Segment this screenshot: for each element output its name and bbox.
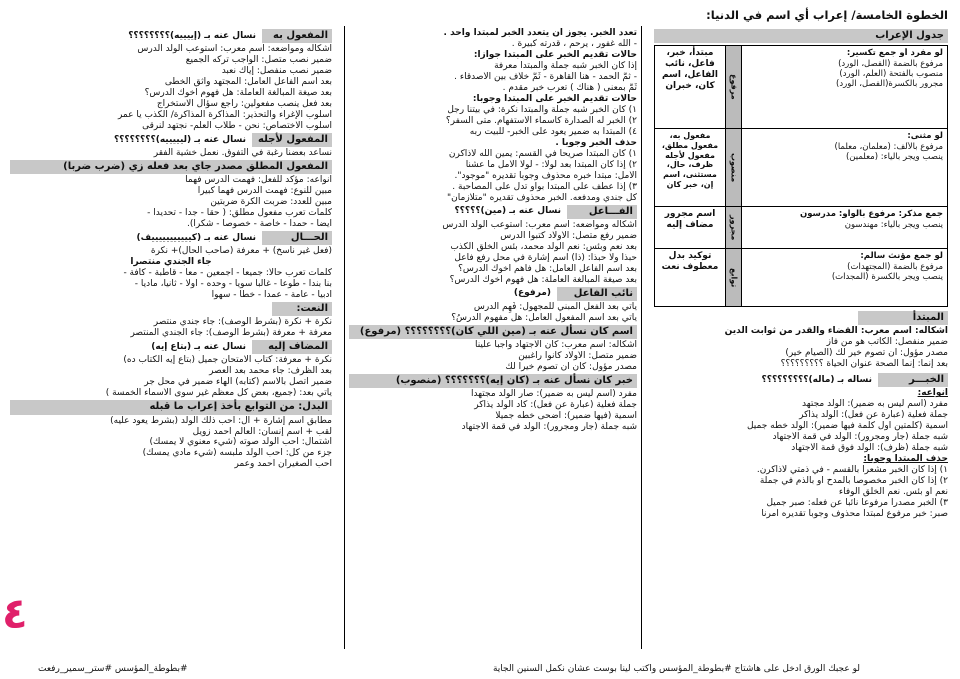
khabar-header-row — [654, 372, 948, 388]
text-line: جزء من كل: أحب الولد ملبسه (شيء مادي يمسك) — [142, 448, 332, 459]
page-title: الخطوة الخامسة/ إعراب أي اسم في الدنيا: — [706, 8, 948, 22]
hal-header-row — [10, 230, 332, 246]
table-row — [655, 248, 947, 306]
text-line: بعد اسم الفاعل العامل: المجتهد واثق الخطى — [164, 77, 332, 88]
text-line: بنا بندا - طوعا - غالبا سويا - وحده - أولا - ثانيا، ماديا - — [134, 279, 332, 290]
text-line: ضمير اتصل بالاسم (كتابه) الهاء ضمير في محل جر — [144, 377, 332, 388]
text-line: حالات تقديم الخبر على المبتدأ وجوبا: — [472, 93, 637, 104]
table-row — [655, 46, 947, 128]
kana-header: اسم كان نسأل عنه بـ (مين اللي كان)؟؟؟؟؟؟؟؟ (مرفوع) — [349, 325, 637, 339]
text-line: اشتمال: أحب الولد صوته (شيء معنوي لا يمسك) — [149, 437, 332, 448]
text-line: كلمات تعرب حالا: جميعا - أجمعين - معا - قاطبة - كافة - — [123, 268, 332, 279]
text-line: ضمير نصب متصل: الواجب تركه الجميع — [185, 55, 332, 66]
footer-hashtags: #بطوطة_المؤسس #ستر_سمير_رفعت — [38, 664, 188, 675]
naib-header-row — [349, 286, 637, 302]
text-line: نكرة + نكرة (بشرط الوصف): جاء جندي منتصر — [153, 317, 332, 328]
text-line: أسلوب الإغراء والتحذير: المذاكرة المذاكرة/ الكذب يا عمر — [117, 110, 332, 120]
table-cell-notes: لو جمع مؤنث سالم: مرفوع بالضمة (المجتهدات) ينصب ويجر بالكسرة (المجدات) — [741, 249, 947, 306]
text-line: شبه جملة (جار ومجرور): الولد في قمة الاجتهاد — [772, 432, 948, 443]
text-line: ضمير نصب منفصل: إياك نعبد — [221, 66, 332, 77]
text-line: مفرد (اسم ليس به ضمير): صار الولد مجتهدا — [470, 388, 637, 399]
faail-header-row — [349, 204, 637, 220]
text-line: بعد صيغة المبالغة العاملة: هل فهوم أخوك الدرس؟ — [449, 274, 637, 285]
text-line: جملة فعلية (عبارة عن فعل): الولد يذاكر — [799, 410, 948, 421]
text-line: كلمات تعرب مفعول مطلق: ( حقا - جدا - تحديدا - — [147, 208, 332, 219]
page-number: ٤ — [2, 589, 28, 638]
text-line: بعد الظرف: جاء محمد بعد العصر — [209, 366, 332, 377]
mafoul-header: المفعول به — [262, 29, 332, 43]
table-cell-side: توابع — [725, 249, 741, 306]
table-cell-label: توكيد بدل معطوف نعت — [661, 251, 719, 273]
text-line: حذف المبتدأ وجوبا: — [863, 454, 948, 465]
text-line: أشكاله: اسم معرب: القضاء والقدر من ثوابت الدين — [724, 326, 948, 337]
text-line: أنواعه: مؤكد للفعل: فهمت الدرس فهما — [185, 175, 332, 186]
irab-table — [654, 45, 948, 307]
text-line: أشكاله ومواضعه: اسم معرب: استوعب الولد الدرس — [137, 44, 332, 55]
middle-column — [344, 26, 642, 649]
table-cell-side: مجرور — [725, 207, 741, 248]
text-line: نكرة + معرفة: كتاب الامتحان جميل (بتاع إيه الكتاب ده) — [123, 355, 332, 366]
text-line: أشكاله: اسم معرب: كان الاجتهاد واجبا علينا — [474, 339, 637, 350]
text-line: بعد صيغة المبالغة العاملة: هل فهوم أخوك الدرس؟ — [144, 88, 332, 99]
khabar-kana-header: خبر كان نسأل عنه بـ (كان إيه)؟؟؟؟؟؟؟ (منصوب) — [349, 374, 637, 388]
text-line: ٢) الخبر له الصدارة كأسماء الاستفهام. متى السفر؟ — [445, 115, 637, 126]
text-line: ضمير رفع متصل: الأولاد كتبوا الدرس — [500, 230, 637, 241]
text-line: أنواعه: — [917, 388, 948, 399]
text-line: ٤) المبتدأ به ضمير يعود على الخبر- للبيت ربه — [469, 126, 637, 137]
mudaf-header-row — [10, 339, 332, 355]
table-cell-notes: لو مثنى: مرفوع بالألف: (معلمان، معلما) ينصب ويجر بالياء: (معلمين) — [741, 129, 947, 206]
text-line: ٣) إذا عطف على المبتدأ بواو تدل على المصاحبة . — [452, 181, 637, 192]
text-line: شبه جملة (ظرف): الولد فوق قمة الاجتهاد — [791, 443, 948, 454]
text-line: مطابق اسم إشارة + ال: أحب ذلك الولد (بشرط يعود عليه) — [110, 415, 332, 426]
text-line: كل جندي ومدفعه. الخبر محذوف تقديره "متلازمان" — [447, 192, 637, 203]
text-line: صبر: خبر مرفوع لمبتدأ محذوف وجوبا تقديره أمرنا — [761, 509, 948, 520]
text-line: ١) إذا كان الخبر مشعرا بالقسم - في ذمتي لأذاكرن. — [756, 465, 948, 476]
text-line: جملة فعلية (عبارة عن فعل): كاد الولد يذاكر — [474, 399, 637, 410]
ajlihi-header: المفعول لأجله — [252, 133, 332, 147]
text-line: مصدر مؤول: كان أن تصوم خيرا لك — [505, 361, 637, 372]
badal-header: البدل: من التوابع بأخذ إعراب ما قبله — [10, 400, 332, 414]
mudaf-header: المضاف إليه — [252, 340, 332, 354]
table-cell-label: مفعول به، مفعول مطلق، مفعول لأجله ظرف، حال، مستثنى، اسم إن، خبر كان — [661, 131, 719, 189]
text-line: أيضا - حمدا - خاصة - خصوصا - شكرا). — [187, 219, 332, 230]
text-line: نعم أو بئس. نعم الخلق الوفاء — [838, 487, 948, 498]
faail-note: نسأل عنه بـ (مين)؟؟؟؟؟ — [454, 206, 561, 217]
ajlihi-header-row — [10, 132, 332, 148]
text-line: لقب + اسم إنسان: العالم أحمد زويل — [192, 426, 332, 437]
mafoul-header-row — [10, 28, 332, 44]
text-line: تعدد الخبر. يجوز أن يتعدد الخبر لمبتدأ واحد . — [443, 28, 637, 38]
text-line: معرفة + معرفة (بشرط الوصف): جاء الجندي المنتصر — [130, 328, 332, 339]
text-line: مفرد (اسم ليس به ضمير): الولد مجتهد — [802, 399, 948, 410]
text-line: ٢) إذا كان الخبر مخصوصا بالمدح أو بالذم في جملة — [759, 476, 948, 487]
mubtada-header: المبتدأ — [858, 311, 948, 325]
naib-note: (مرفوع) — [513, 288, 551, 299]
table-cell-notes: لو مفرد أو جمع تكسير: مرفوع بالضمة (الفصل، الورد) منصوب بالفتحة (العلم، الورد) مجرور بالكسرة(الفصل، الورد) — [741, 46, 947, 128]
text-line: أدبيا - عامة - عمدا - خطأ - سهوا — [211, 290, 332, 301]
right-column — [650, 26, 952, 649]
footer-promo: لو عجبك الورق ادخل على هاشتاج #بطوطة_المؤسس واكتب لينا بوست عشان نكمل السنين الجاية — [492, 664, 860, 675]
text-line: ثَمَّ بمعنى ( هناك ) تعرب خبر مقدم . — [502, 82, 637, 93]
text-line: حالات تقديم الخبر على المبتدأ جوازا: — [473, 49, 637, 60]
text-line: بعد اسم الفاعل العامل: هل فاهم أخوك الدرس؟ — [458, 263, 637, 274]
text-line: شبه جملة (جار ومجرور): الولد في قمة الاجتهاد — [461, 421, 637, 432]
text-line: يأتي بعد اسم المفعول العامل: هل مفهوم الدرسُ؟ — [451, 312, 637, 323]
text-line: بعد نعم وبئس: نعم الولد محمد، بئس الخلق الكذب — [450, 241, 637, 252]
text-line: مبين للعدد: ضربت الكرة ضربتين — [210, 197, 332, 208]
text-line: بعد إنما: إنما الصحة عنوان الحياة ؟؟؟؟؟؟؟؟؟ — [780, 359, 948, 370]
text-line: نساعد بعضنا رغبة في التفوق. نعمل خشية الفقر — [153, 148, 332, 159]
text-line: أحب الصغيران أحمد وعمر — [234, 459, 332, 470]
text-line: ضمير متصل: الأولاد كانوا راغبين — [518, 350, 637, 361]
text-line: أسلوب الاختصاص: نحن - طلاب العلم- نجتهد لنرقى — [142, 120, 332, 131]
table-cell-side: مرفوع — [725, 46, 741, 128]
text-line: يأتي بعد الفعل المبني للمجهول: فُهِم الدرس — [473, 301, 637, 312]
text-line: يأتي بعد: (جميع، بعض كل معظم غير سوى الأسماء الخمسة ) — [105, 388, 332, 399]
text-line: اسمية (فيها ضمير): أضحى خطه جميلا — [495, 410, 637, 421]
table-cell-label: مبتدأ، خبر، فاعل، نائب الفاعل، اسم كان، خبران — [661, 48, 719, 92]
text-line: ضمير منفصل: الكاتب هو من فاز — [826, 337, 948, 348]
hal-header: الحـــال — [262, 231, 332, 245]
mudaf-note: نسأل عنه بـ (بتاع إيه) — [151, 341, 246, 352]
table-row — [655, 206, 947, 248]
text-line: ٣) الخبر مصدرا مرفوعا نائبا عن فعله: صبر جميل — [766, 498, 948, 509]
naat-header: النعت: — [272, 302, 332, 316]
table-row — [655, 128, 947, 206]
text-line: الأمل: مبتدأ خبره محذوف وجوبا تقديره "موجود". — [454, 170, 637, 181]
text-line: أشكاله ومواضعه: اسم معرب: استوعب الولد الدرس — [442, 219, 637, 230]
khabar-header: الخبـــر — [878, 373, 948, 387]
text-line: مصدر مؤول: أن تصوم خير لك (الصيام خير) — [785, 348, 948, 359]
text-line: ١) كان الخبر شبه جملة والمبتدأ نكرة: في بيتنا رجل — [447, 104, 637, 115]
faail-header: الفـــاعل — [567, 205, 637, 219]
text-line: حذف الخبر وجوبا . — [555, 137, 637, 148]
mutlaq-header: المفعول المطلق مصدر جاي بعد فعله زي (ضرب ضربا) — [10, 160, 332, 174]
left-column — [6, 26, 336, 649]
text-line: ٢) إذا كان المبتدأ بعد لولا: - لولا الأمل ما عشنا — [465, 159, 637, 170]
table-header: جدول الإعراب — [654, 29, 948, 43]
text-line: مبين للنوع: فهمت الدرس فهما كبيرا — [197, 186, 332, 197]
ajlihi-note: نسأل عنه بـ (ليييييه)؟؟؟؟؟؟؟؟ — [113, 134, 246, 145]
naib-header: نائب الفاعل — [557, 287, 637, 301]
table-cell-label: اسم مجرور مضاف إليه — [664, 209, 716, 231]
text-line: حبذا ولا حبذا: (ذا) اسم إشارة في محل رفع فاعل — [454, 252, 637, 263]
text-line: - ثمَّ الحمد - هنا القاهرة - ثَمَّ خلاف بين الأصدقاء . — [454, 71, 637, 82]
text-line: جاء الجندي منتصرا — [130, 257, 212, 268]
text-line: ١) كان المبتدأ صريحا في القسم: يمين الله لأذاكرن — [448, 148, 637, 159]
mafoul-note: نسأل عنه بـ (إييييه)؟؟؟؟؟؟؟؟ — [128, 30, 256, 41]
text-line: إذا كان الخبر شبه جملة والمبتدأ معرفة — [494, 60, 637, 71]
text-line: - الله غفور ، يرحم ، قدرته كبيرة . — [511, 38, 637, 49]
khabar-note: نسأله بـ (ماله)؟؟؟؟؟؟؟؟؟ — [761, 374, 872, 385]
table-cell-notes: جمع مذكر: مرفوع بالواو: مدرسون ينصب ويجر بالياء: مهندسون — [741, 207, 947, 248]
hal-note: نسأل عنه بـ (كيييييييييييف) — [136, 232, 256, 243]
text-line: بعد فعل ينصب مفعولين: راجع سؤال الاستخراج — [156, 99, 332, 110]
text-line: اسمية (كلمتين أول كلمة فيها ضمير): الولد خطه جميل — [746, 421, 948, 432]
table-cell-side: منصوب — [725, 129, 741, 206]
text-line: (فعل غير ناسخ) + معرفة (صاحب الحال)+ نكرة — [150, 246, 332, 257]
